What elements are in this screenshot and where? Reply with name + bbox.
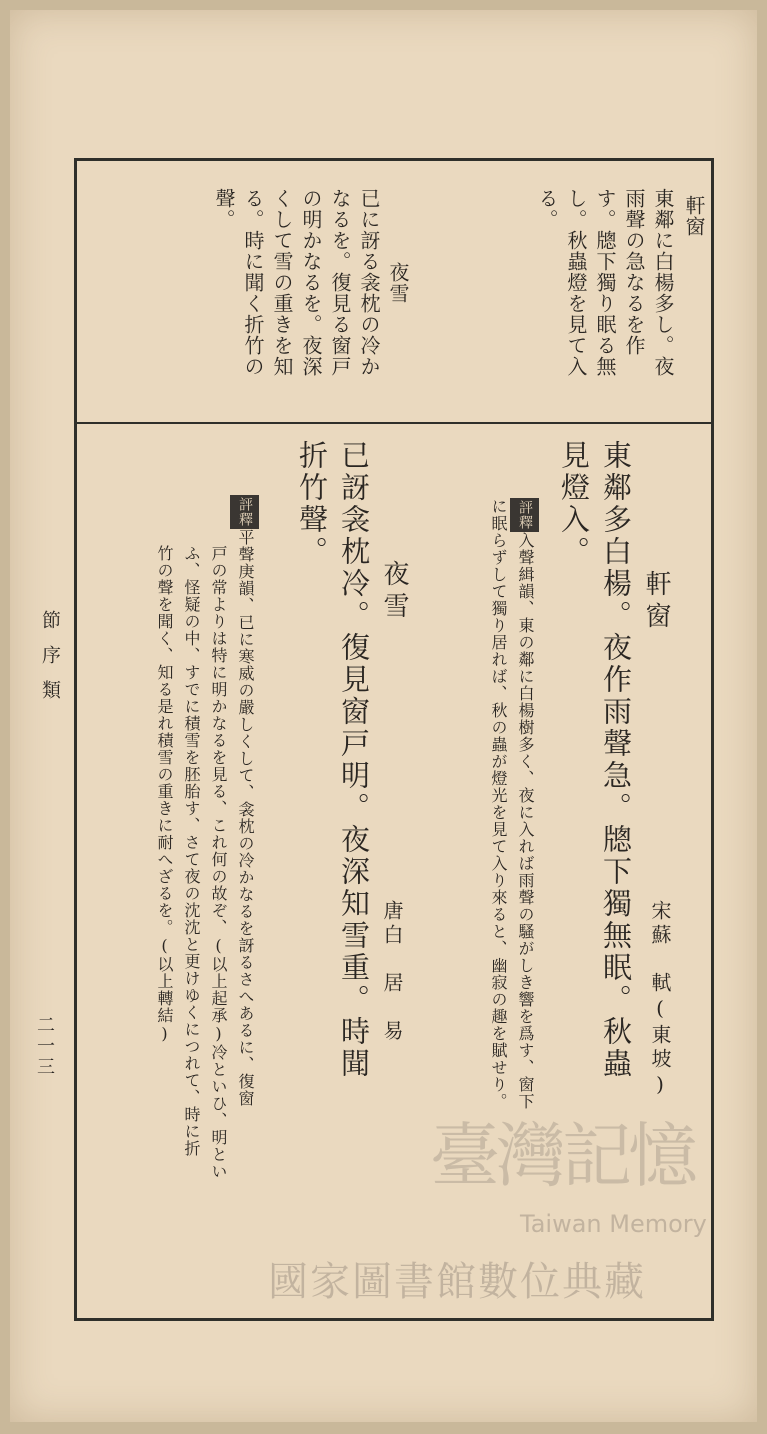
side-heading: 節序類 [39,610,61,715]
poem2-line-2: 折竹聲。 [295,440,329,568]
upper-col-10: の明かなるを。夜深 [299,188,323,377]
upper-col-5: し。秋蟲燈を見て入 [564,188,588,377]
upper-col-3: 雨聲の急なるを作 [622,188,646,356]
poem1-note-2: に眠らずして獨り居れば、秋の蟲が燈光を見て入り來ると、幽寂の趣を賦せり。 [489,498,508,1110]
poem1-author: 宋蘇 軾(東坡) [648,900,672,1100]
poem1-line-1: 東鄰多白楊。夜作雨聲急。牕下獨無眠。秋蟲 [599,440,633,1080]
upper-col-2: 東鄰に白楊多し。夜 [651,188,675,377]
upper-col-13: 聲。 [212,188,236,230]
poem2-note-tag: 評釋 [230,495,259,529]
upper-col-12: る。時に聞く折竹の [241,188,265,377]
watermark-english: Taiwan Memory [520,1210,707,1238]
poem2-author: 唐白 居 易 [380,900,404,1044]
poem2-line-1: 已訝衾枕冷。復見窗戸明。夜深知雪重。時聞 [337,440,371,1080]
poem2-note-1: 評釋平聲庚韻、已に寒威の嚴しくして、衾枕の冷かなるを訝るさへあるに、復窗 [230,495,259,1107]
upper-col-1: 軒窗 [682,195,706,237]
upper-col-11: くして雪の重きを知 [270,188,294,377]
poem1-title: 軒窗 [641,570,671,634]
upper-col-7: 夜雪 [386,262,410,304]
upper-col-8: 已に訝る衾枕の冷か [357,188,381,377]
poem1-note-tag: 評釋 [510,498,539,532]
poem1-line-2: 見燈入。 [557,440,591,568]
upper-col-6: る。 [535,188,559,230]
watermark-text: 國家圖書館數位典藏 [268,1259,646,1305]
page-number: 二一三 [34,1015,55,1078]
poem2-note-4: 竹の聲を聞く、知る是れ積雪の重きに耐へざるを。(以上轉結) [155,545,174,1044]
poem2-note-3: ふ、怪疑の中、すでに積雪を胚胎す、さて夜の沈沈と更けゆくにつれて、時に折 [182,545,201,1157]
watermark-logo: 臺灣記憶 [430,1115,694,1197]
poem1-note-1: 評釋入聲緝韻、東の鄰に白楊樹多く、夜に入れば雨聲の騷がしき響を爲す、窗下 [510,498,539,1110]
poem2-note-2: 戸の常よりは特に明かなるを見る、これ何の故ぞ、(以上起承)冷といひ、明とい [209,545,228,1180]
poem2-title: 夜雪 [379,560,409,624]
upper-col-9: なるを。復見る窗戸 [328,188,352,377]
upper-col-4: す。牕下獨り眠る無 [593,188,617,377]
